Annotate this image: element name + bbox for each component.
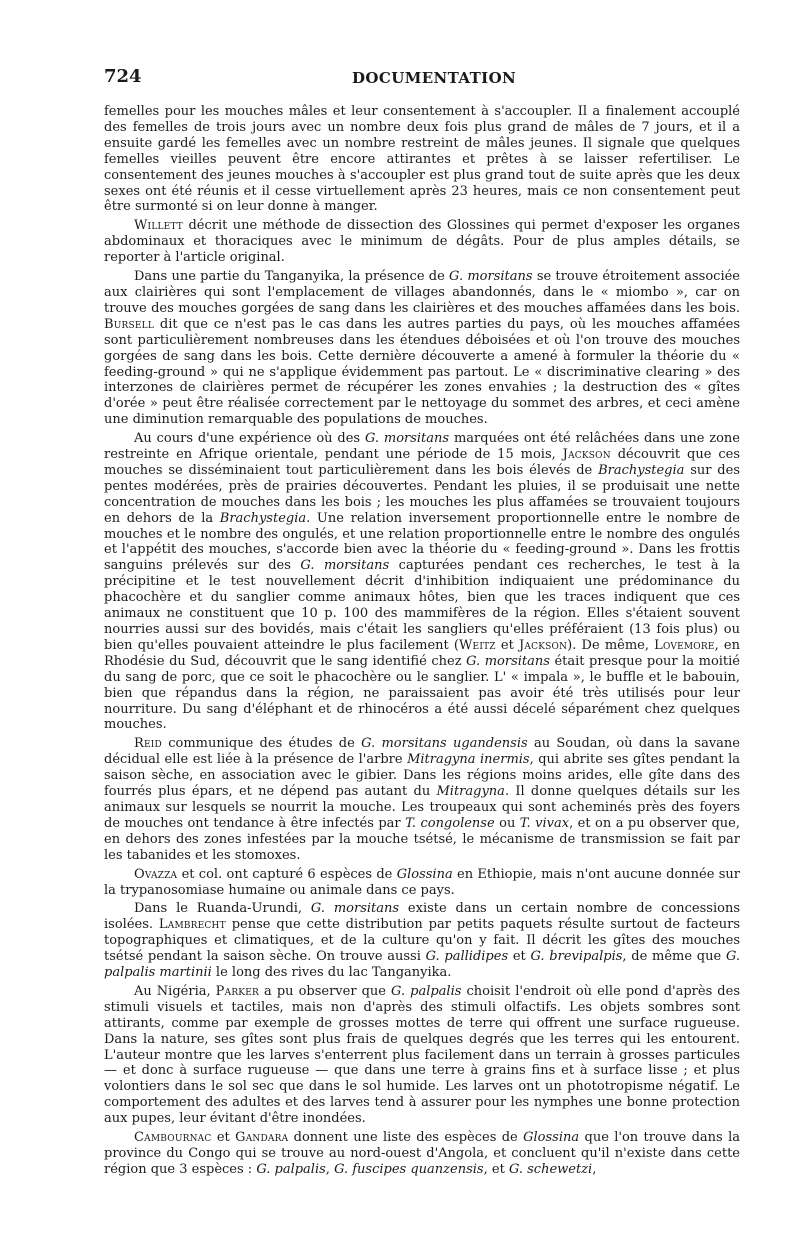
species-name: Glossina	[396, 866, 453, 882]
species-name: G. schewetzi	[508, 1161, 593, 1177]
species-name: G. morsitans	[466, 653, 550, 669]
paragraph-text: a pu observer que	[258, 983, 392, 999]
paragraph-text: au Soudan, où dans la savane décidual elle est liée à la présence de l'arbre	[104, 736, 741, 768]
author-name: Jackson	[519, 637, 568, 653]
paragraph-text: décrit une méthode de dissection des Glossines qui permet d'exposer les organes abdominaux et thoraciques avec le minimum de dégâts. Pour de plus amples détails, se reporter à l'article original.	[104, 218, 740, 266]
species-name: G. palpalis martinii	[104, 949, 740, 981]
body-text	[104, 104, 740, 1181]
species-name: G. morsitans	[364, 431, 450, 447]
paragraph-text: ,	[592, 1161, 597, 1177]
paragraph-text: choisit l'endroit où elle pond d'après des stimuli visuels et tactiles, mais non d'après des stimuli olfactifs. Les objets sombres sont attirants, comme par exemple de grosses mottes de terre qui offrent une surface rugueuse. Dans la nature, ses gîtes sont plus frais de quelques degrés que les terres qui les entourent. L'auteur montre que les larves s'enterrent plus facilement dans un terrain à grosses particules — et donc à surface rugueuse — que dans une terre à grains fins et à surface lisse ; et plus volontiers dans le sol sec que dans le sol humide. Les larves ont un phototropisme négatif. Le comportement des adultes et des larves tend à assurer pour les nymphes une bonne protection aux pupes, leur évitant d'être inondées.	[104, 983, 740, 1127]
paragraph-text: était presque pour la moitié du sang de porc, que ce soit le phacochère ou le sanglier. L' « impala », le buffle et le babouin, bien que répandus dans la région, ne paraissaient pas avoir été très utilisés pour leur nourriture. Du sang d'éléphant et de rhinocéros a été aussi décelé séparément chez quelques mouches.	[104, 653, 740, 733]
paragraph-text: et	[508, 949, 531, 965]
paragraph-text: , et on a pu observer que, en dehors des zones infestées par la mouche tsétsé, le mécanisme de transmission se fait par les tabanides et les stomoxes.	[104, 815, 740, 863]
paragraph-text: pense que cette distribution par petits paquets résulte surtout de facteurs topographiques et climatiques, et de la culture qu'on y fait. Il décrit les gîtes des mouches tsétsé pendant la saison sèche. On trouve aussi	[104, 917, 740, 965]
paragraph-text: découvrit que ces mouches se disséminaient tout particulièrement dans les bois élevés de	[104, 447, 740, 478]
paragraph-text: , en Rhodésie du Sud, découvrit que le sang identifié chez	[104, 637, 740, 669]
author-name: Lambrecht	[158, 917, 226, 933]
paragraph-text: , de même que	[622, 949, 726, 965]
paragraph-8	[104, 984, 740, 1127]
paragraph-text: sur des pentes modérées, près de prairies découvertes. Pendant les pluies, il se produisait une nette concentration de mouches dans les bois ; les mouches les plus affamées se trouvaient toujours en dehors de la	[104, 462, 740, 526]
author-name: Reid	[134, 736, 162, 752]
species-name: Mitragyna	[436, 784, 505, 800]
paragraph-3	[104, 269, 740, 428]
author-name: Cambournac	[134, 1130, 212, 1146]
paragraph-text: , et	[483, 1161, 509, 1177]
paragraph-5	[104, 736, 740, 863]
paragraph-text: femelles pour les mouches mâles et leur consentement à s'accoupler. Il a finalement accouplé des femelles de trois jours avec un nombre deux fois plus grand de mâles de 7 jours, et il a ensuite gardé les femelles avec un nombre restreint de mâles jeunes. Il signale que quelques femelles vieilles peuvent être encore attirantes et prêtes à se laisser refertiliser. Le consentement des jeunes mouches à s'accoupler est plus grand tout de suite après que les deux sexes ont été réunis et il cesse virtuellement après 23 heures, mais ce non consentement peut être surmonté si on leur donne à manger.	[104, 104, 740, 215]
paragraph-text: en Ethiopie, mais n'ont aucune donnée sur la trypanosomiase humaine ou animale dans ce pays.	[104, 866, 741, 898]
paragraph-text: Dans une partie du Tanganyika, la présence de	[134, 269, 450, 285]
paragraph-text: ou	[494, 815, 520, 831]
paragraph-text: et	[211, 1130, 236, 1146]
author-name: Weitz	[459, 637, 496, 653]
running-title: DOCUMENTATION	[352, 69, 517, 87]
page-header	[104, 66, 740, 90]
paragraph-4	[104, 431, 740, 733]
species-name: G. morsitans ugandensis	[361, 736, 528, 752]
paragraph-text: ,	[325, 1161, 335, 1177]
species-name: T. congolense	[405, 815, 495, 831]
species-name: T. vivax	[519, 815, 570, 831]
paragraph-text: le long des rives du lac Tanganyika.	[211, 965, 452, 981]
paragraph-6	[104, 867, 740, 899]
paragraph-text: ). De même,	[567, 637, 655, 653]
author-name: Jackson	[562, 447, 611, 463]
paragraph-text: et col. ont capturé 6 espèces de	[177, 866, 397, 882]
paragraph-text: donnent une liste des espèces de	[288, 1130, 524, 1146]
paragraph-9	[104, 1130, 740, 1178]
paragraph-text: . Il donne quelques détails sur les animaux sur lesquels se nourrit la mouche. Les troupeaux qui sont acheminés près des foyers de mouches ont tendance à être infectés par	[104, 784, 740, 831]
species-name: Brachystegia	[219, 510, 307, 526]
author-name: Willett	[134, 218, 184, 234]
paragraph-text: Au cours d'une expérience où des	[134, 431, 365, 447]
paragraph-text: . Une relation inversement proportionnelle entre le nombre de mouches et le nombre des ongulés, et une relation proportionnelle entre le nombre des ongulés et l'appétit des mouches, s'accorde bien avec la théorie du « feeding-ground ». Dans les frottis sanguins prélevés sur des	[104, 510, 741, 574]
species-name: G. morsitans	[449, 269, 533, 285]
species-name: G. palpalis	[391, 983, 462, 999]
paragraph-text: dit que ce n'est pas le cas dans les autres parties du pays, où les mouches affamées sont particulièrement nombreuses dans les étendues déboisées et où l'on trouve des mouches gorgées de sang dans les bois. Cette dernière découverte a amené à formuler la théorie du « feeding-ground » qui ne s'applique évidemment pas partout. Le « discriminative clearing » des interzones de clairières permet de récupérer les zones envahies ; la destruction des « gîtes d'orée » peut être réalisée correctement par le nettoyage du sommet des arbres, et ceci amène une diminution remarquable des populations de mouches.	[104, 316, 740, 428]
author-name: Parker	[215, 983, 259, 999]
author-name: Gandara	[235, 1130, 289, 1146]
species-name: G. fuscipes quanzensis	[334, 1161, 484, 1177]
paragraph-text: que l'on trouve dans la province du Congo qui se trouve au nord-ouest d'Angola, et concluent qu'il n'existe dans cette région que 3 espèces :	[104, 1130, 740, 1177]
paragraph-7	[104, 901, 740, 981]
species-name: G. pallidipes	[425, 949, 509, 965]
paragraph-text: marquées ont été relâchées dans une zone restreinte en Afrique orientale, pendant une période de 15 mois,	[104, 431, 741, 463]
paragraph-text: et	[495, 637, 520, 653]
paragraph-1	[104, 104, 740, 215]
species-name: G. morsitans	[300, 558, 390, 574]
paragraph-text: , qui abrite ses gîtes pendant la saison sèche, en association avec le gibier. Dans les régions moins arides, elle gîte dans des fourrés plus épars, et ne dépend pas autant du	[104, 752, 740, 800]
species-name: G. morsitans	[310, 901, 400, 917]
paragraph-2	[104, 218, 740, 266]
species-name: Mitragyna inermis	[407, 752, 530, 768]
author-name: Bursell	[104, 316, 155, 332]
author-name: Ovazza	[134, 866, 178, 882]
species-name: Glossina	[523, 1130, 580, 1146]
species-name: G. brevipalpis	[530, 949, 623, 965]
paragraph-text: se trouve étroitement associée aux clairières qui sont l'emplacement de villages abandonnés, dans le « miombo », car on trouve des mouches gorgées de sang dans les clairières et des mouches affamées dans les bois.	[104, 269, 741, 316]
page-number: 724	[104, 66, 142, 87]
species-name: G. palpalis	[256, 1161, 326, 1177]
paragraph-text: existe dans un certain nombre de concessions isolées.	[104, 901, 740, 933]
paragraph-text: Au Nigéria,	[134, 983, 216, 999]
species-name: Brachystegia	[598, 462, 685, 478]
paragraph-text: Dans le Ruanda-Urundi,	[134, 901, 311, 917]
paragraph-text: communique des études de	[161, 736, 362, 752]
author-name: Lovemore	[654, 637, 715, 653]
paragraph-text: capturées pendant ces recherches, le test à la précipitine et le test nouvellement décrit d'inhibition indiquaient une prédominance du phacochère et du sanglier comme animaux hôtes, bien que les traces indiquent que ces animaux ne constituent que 10 p. 100 des mammifères de la région. Elles s'étaient souvent nourries aussi sur des bovidés, mais c'était les sangliers qu'elles préféraient (13 fois plus) ou bien qu'elles pouvaient atteindre le plus facilement (	[104, 558, 740, 653]
